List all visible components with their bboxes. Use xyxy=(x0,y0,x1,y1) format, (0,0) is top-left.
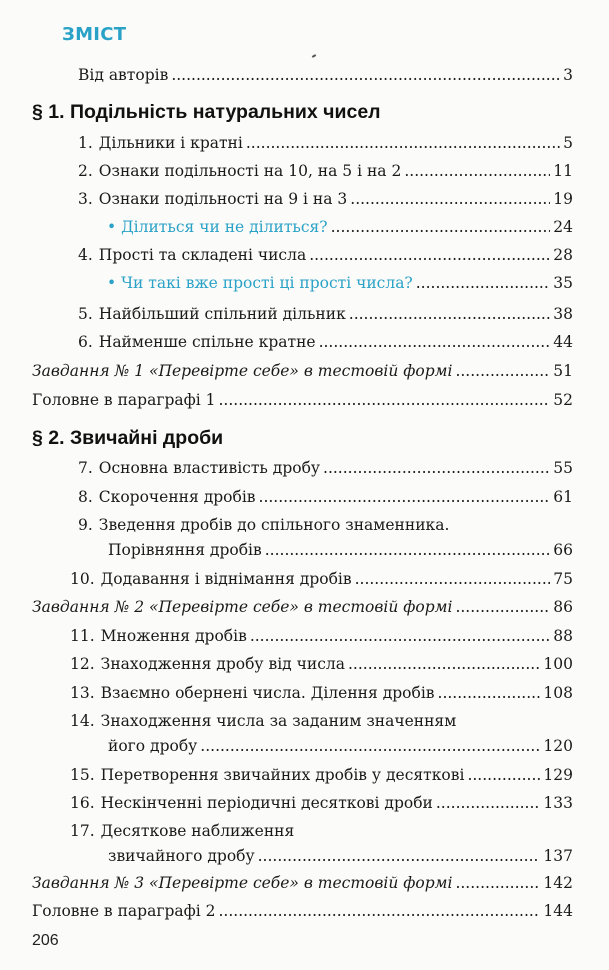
dot-leader xyxy=(309,246,550,264)
toc-entry-title-continued: звичайного дробу xyxy=(108,847,255,865)
dot-leader xyxy=(218,902,540,920)
toc-entry-number: 12. xyxy=(70,655,95,673)
toc-entry-page: 129 xyxy=(543,766,573,784)
toc-entry[interactable] xyxy=(70,766,573,790)
dot-leader xyxy=(467,766,540,784)
dot-leader xyxy=(355,570,551,588)
dot-leader xyxy=(348,655,540,673)
toc-entry-number: 16. xyxy=(70,794,95,812)
toc-entry-title: Множення дробів xyxy=(100,627,247,645)
toc-entry-page: 100 xyxy=(543,655,573,673)
toc-entry-second-line[interactable] xyxy=(108,847,573,871)
toc-extra-entry[interactable] xyxy=(107,218,573,242)
toc-entry-title-continued: його дробу xyxy=(108,737,198,755)
toc-entry-title: Знаходження числа за заданим значенням xyxy=(100,712,457,730)
toc-entry-page: 66 xyxy=(553,541,573,559)
dot-leader xyxy=(171,66,560,84)
toc-entry-page: 133 xyxy=(543,794,573,812)
dot-leader xyxy=(436,794,541,812)
toc-task-entry[interactable] xyxy=(32,874,573,898)
toc-entry-page: 52 xyxy=(553,391,573,409)
toc-entry-page: 38 xyxy=(553,305,573,323)
toc-entry[interactable] xyxy=(78,190,573,214)
dot-leader xyxy=(200,737,540,755)
dot-leader xyxy=(416,274,551,292)
section-title-2: § 2. Звичайні дроби xyxy=(32,427,224,449)
toc-entry-page: 108 xyxy=(543,684,573,702)
toc-entry-title: Десяткове наближення xyxy=(100,822,295,840)
toc-entry-number: 14. xyxy=(70,712,95,730)
toc-entry-authors[interactable] xyxy=(78,66,573,90)
dot-leader xyxy=(259,488,551,506)
toc-entry-number: 5. xyxy=(78,305,93,323)
toc-entry[interactable] xyxy=(78,246,573,270)
toc-entry[interactable] xyxy=(78,333,573,357)
dot-leader xyxy=(323,459,550,477)
toc-entry-number: 7. xyxy=(78,459,93,477)
toc-entry-title: Головне в параграфі 2 xyxy=(32,902,216,920)
toc-entry-title: Найменше спільне кратне xyxy=(98,333,316,351)
toc-entry-title: Зведення дробів до спільного знаменника. xyxy=(98,516,450,534)
toc-entry-page: 11 xyxy=(553,162,573,180)
toc-entry-page: 144 xyxy=(543,902,573,920)
dot-leader xyxy=(350,190,550,208)
toc-entry-page: 51 xyxy=(553,362,573,380)
toc-entry-number: 4. xyxy=(78,246,93,264)
toc-entry-page: 24 xyxy=(553,218,573,236)
toc-entry-title: Головне в параграфі 1 xyxy=(32,391,216,409)
toc-entry-number: 11. xyxy=(70,627,95,645)
toc-entry[interactable] xyxy=(78,162,573,186)
toc-entry[interactable] xyxy=(70,627,573,651)
toc-task-title: Завдання № 3 «Перевірте себе» в тестовій формі xyxy=(32,874,453,892)
toc-entry[interactable] xyxy=(78,488,573,512)
toc-entry[interactable] xyxy=(78,134,573,158)
dot-leader xyxy=(265,541,551,559)
toc-entry-number: 9. xyxy=(78,516,93,534)
toc-task-entry[interactable] xyxy=(32,598,573,622)
toc-entry-first-line[interactable] xyxy=(70,712,456,736)
toc-entry-title: Знаходження дробу від числа xyxy=(100,655,345,673)
toc-extra-title: • Чи такі вже прості ці прості числа? xyxy=(107,274,413,292)
dot-leader xyxy=(258,847,541,865)
toc-entry[interactable] xyxy=(70,684,573,708)
toc-entry-title: Перетворення звичайних дробів у десяткові xyxy=(100,766,465,784)
toc-entry-second-line[interactable] xyxy=(108,737,573,761)
dot-leader xyxy=(455,598,550,616)
toc-entry-title: Ознаки подільності на 9 і на 3 xyxy=(98,190,348,208)
toc-entry-title: Нескінченні періодичні десяткові дроби xyxy=(100,794,433,812)
toc-entry-page: 19 xyxy=(553,190,573,208)
dot-leader xyxy=(331,218,551,236)
toc-entry-number: 6. xyxy=(78,333,93,351)
page-number: 206 xyxy=(32,932,59,949)
dot-leader xyxy=(349,305,550,323)
dot-leader xyxy=(319,333,551,351)
dot-leader xyxy=(218,391,550,409)
toc-entry-page: 86 xyxy=(553,598,573,616)
toc-entry[interactable] xyxy=(78,305,573,329)
toc-entry-page: 28 xyxy=(553,246,573,264)
toc-extra-title: • Ділиться чи не ділиться? xyxy=(107,218,328,236)
toc-entry[interactable] xyxy=(70,794,573,818)
dot-leader xyxy=(455,874,540,892)
toc-entry-page: 88 xyxy=(553,627,573,645)
dot-leader xyxy=(404,162,550,180)
dot-leader xyxy=(455,362,550,380)
paper-speck xyxy=(312,54,316,58)
toc-entry-number: 10. xyxy=(70,570,95,588)
toc-entry-title: Ознаки подільності на 10, на 5 і на 2 xyxy=(98,162,402,180)
toc-entry-title: Від авторів xyxy=(78,66,169,84)
toc-heading: ЗМІСТ xyxy=(62,24,127,45)
toc-entry-page: 61 xyxy=(553,488,573,506)
toc-entry-page: 35 xyxy=(553,274,573,292)
toc-task-title: Завдання № 2 «Перевірте себе» в тестовій формі xyxy=(32,598,453,616)
toc-entry-page: 120 xyxy=(543,737,573,755)
toc-entry-page: 44 xyxy=(553,333,573,351)
toc-entry-title: Дільники і кратні xyxy=(98,134,243,152)
toc-entry-number: 17. xyxy=(70,822,95,840)
toc-entry-number: 8. xyxy=(78,488,93,506)
toc-entry[interactable] xyxy=(70,570,573,594)
toc-entry-title: Додавання і віднімання дробів xyxy=(100,570,352,588)
toc-entry-first-line[interactable] xyxy=(70,822,294,846)
toc-task-title: Завдання № 1 «Перевірте себе» в тестовій формі xyxy=(32,362,453,380)
toc-entry-title: Найбільший спільний дільник xyxy=(98,305,346,323)
toc-entry-page: 55 xyxy=(553,459,573,477)
toc-entry[interactable] xyxy=(78,459,573,483)
toc-entry-number: 13. xyxy=(70,684,95,702)
toc-entry-second-line[interactable] xyxy=(108,541,573,565)
toc-entry-title-continued: Порівняння дробів xyxy=(108,541,262,559)
toc-entry-number: 2. xyxy=(78,162,93,180)
toc-entry-title: Прості та складені числа xyxy=(98,246,307,264)
toc-entry-first-line[interactable] xyxy=(78,516,449,540)
toc-task-entry[interactable] xyxy=(32,362,573,386)
toc-entry-title: Основна властивість дробу xyxy=(98,459,321,477)
toc-entry-number: 3. xyxy=(78,190,93,208)
toc-entry[interactable] xyxy=(70,655,573,679)
toc-extra-entry[interactable] xyxy=(107,274,573,298)
dot-leader xyxy=(246,134,560,152)
toc-entry-page: 3 xyxy=(563,66,573,84)
toc-entry-page: 137 xyxy=(543,847,573,865)
dot-leader xyxy=(250,627,550,645)
toc-entry-page: 142 xyxy=(543,874,573,892)
toc-entry-page: 75 xyxy=(553,570,573,588)
toc-entry-title: Взаємно обернені числа. Ділення дробів xyxy=(100,684,435,702)
toc-entry-number: 15. xyxy=(70,766,95,784)
dot-leader xyxy=(438,684,541,702)
toc-entry-page: 5 xyxy=(563,134,573,152)
toc-summary-entry[interactable] xyxy=(32,391,573,415)
toc-entry-number: 1. xyxy=(78,134,93,152)
toc-entry-title: Скорочення дробів xyxy=(98,488,256,506)
toc-summary-entry[interactable] xyxy=(32,902,573,926)
section-title-1: § 1. Подільність натуральних чисел xyxy=(32,101,381,123)
